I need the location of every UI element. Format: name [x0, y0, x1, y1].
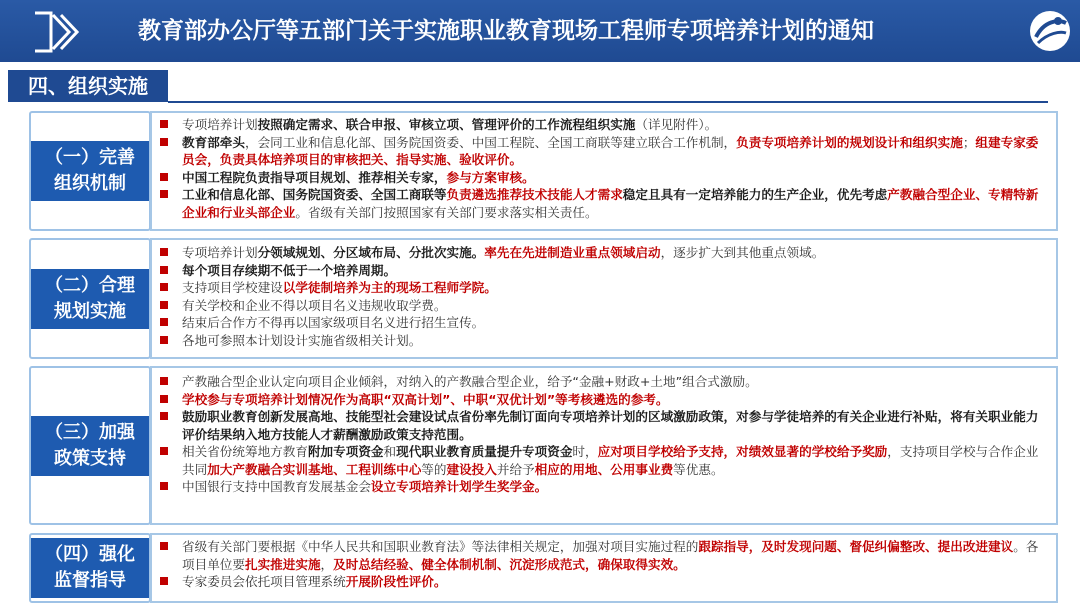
bullet-text-run: 参与方案审核。 [446, 169, 535, 185]
bullet-item [152, 332, 1056, 350]
bullet-text-run: 有关学校和企业不得以项目名义违规收取学费。 [182, 297, 447, 313]
bullet-square-icon [160, 248, 168, 256]
group-label: （四）强化监督指导 [31, 538, 149, 598]
bullet-text-run: 跟踪指导，及时发现问题、督促纠偏整改、提出改进建议 [698, 539, 1014, 554]
bullet-square-icon [160, 377, 168, 385]
bullet-square-icon [160, 190, 168, 198]
label-organization [29, 111, 151, 231]
label-supervision [29, 533, 151, 603]
bullet-text-run: 产教融合型企业、专精特新企业和行业头部企业 [182, 187, 1039, 220]
bullet-text-run: 每个项目存续期不低于一个培养周期。 [182, 262, 397, 278]
bullet-text-run: 相关省份统筹地方教育 [182, 444, 308, 459]
bullet-text-run: 稳定且具有一定培养能力的生产企业，优先考虑 [622, 187, 888, 202]
bullet-text-run: 等的 [421, 461, 447, 477]
bullet-text-run: （详见附件）。 [635, 117, 718, 132]
bullet-item [152, 186, 1056, 221]
bullet-item [152, 573, 1056, 591]
bullet-text-run: 鼓励职业教育创新发展高地、技能型社会建设试点省份率先制订面向专项培养计划的区域激励政策，对参与学徒培养的有关企业进行补贴，将有关职业能力评价结果纳入地方技能人才薪酬激励政策支持范围。 [182, 409, 1039, 442]
content-supervision [150, 533, 1058, 603]
bullet-item [152, 262, 1056, 280]
bullet-text-run: 教育部牵头 [182, 134, 245, 150]
bullet-square-icon [160, 266, 168, 274]
divider [168, 101, 1048, 103]
group-label: （一）完善组织机制 [31, 141, 149, 201]
bullet-text-run: 结束后合作方不得再以国家级项目名义进行招生宣传。 [182, 315, 485, 330]
bullet-text-run: 并给予 [496, 461, 535, 477]
bullet-item [152, 169, 1056, 187]
bullet-text-run: 应对项目学校给予支持，对绩效显著的学校给予奖励 [597, 444, 888, 459]
bullet-square-icon [160, 447, 168, 455]
bullet-text-run: ， [320, 556, 334, 572]
bullet-text-run: 支持项目学校建设 [182, 280, 283, 295]
content-planning [150, 238, 1058, 359]
bullet-item [152, 134, 1056, 169]
bullet-text-run: 扎实推进实施 [244, 556, 321, 572]
bullet-text-run: 和 [383, 444, 397, 459]
content-organization [150, 111, 1058, 231]
bullet-text-run: 中国工程院负责指导项目规划、推荐相关专家， [182, 169, 447, 185]
bullet-item [152, 116, 1056, 134]
group-label: （三）加强政策支持 [31, 416, 149, 476]
bullet-text-run: 及时总结经验、健全体制机制、沉淀形成范式，确保取得实效。 [333, 556, 686, 572]
bullet-text-run: 专项培养计划 [182, 245, 258, 260]
bullet-text-run: 加大产教融合实训基地、工程训练中心 [207, 461, 422, 477]
bullet-square-icon [160, 542, 168, 550]
bullet-text-run: 设立专项培养计划学生奖学金。 [370, 479, 548, 494]
bullet-text-run: 产教融合型企业认定向项目企业倾斜，对纳入的产教融合型企业，给予“金融+财政+土地”组合式激励。 [182, 374, 758, 389]
bullet-item [152, 244, 1056, 262]
bullet-text-run: 专项培养计划 [182, 117, 258, 132]
bullet-square-icon [160, 301, 168, 309]
bullet-text-run: 现代职业教育质量提升专项资金 [396, 444, 573, 459]
content-policy [150, 366, 1058, 525]
bullet-text-run: 附加专项资金 [307, 444, 384, 459]
bullet-text-run: 以学徒制培养为主的现场工程师学院。 [282, 280, 497, 295]
bullet-text-run: 时， [572, 444, 598, 459]
bullet-text-run: 工业和信息化部、国务院国资委、全国工商联等 [182, 187, 447, 202]
bullet-text-run: 建设投入 [446, 461, 497, 477]
bullet-item [152, 297, 1056, 315]
bullet-text-run: 率先在先进制造业重点领域启动 [484, 245, 661, 260]
bullet-square-icon [160, 283, 168, 291]
label-planning [29, 238, 151, 359]
chevron-right-icon [33, 11, 79, 53]
page-title: 教育部办公厅等五部门关于实施职业教育现场工程师专项培养计划的通知 [138, 18, 874, 44]
bullet-text-run: 相应的用地、公用事业费 [534, 461, 674, 477]
bullet-square-icon [160, 336, 168, 344]
bullet-text-run: 开展阶段性评价。 [345, 574, 447, 589]
bullet-item [152, 391, 1056, 409]
bullet-text-run: ； [962, 134, 976, 150]
bullet-text-run: 专家委员会依托项目管理系统 [182, 574, 346, 589]
bullet-text-run: 。各项目单位要 [182, 539, 1039, 572]
bullet-text-run: ，支持项目学校与合作企业共同 [182, 444, 1039, 477]
bullet-text-run: 负责遴选推荐技术技能人才需求 [446, 187, 623, 202]
section-title: 四、组织实施 [8, 70, 168, 102]
bullet-text-run: ，会同工业和信息化部、国务院国资委、中国工程院、全国工商联等建立联合工作机制， [244, 134, 737, 150]
bullet-text-run: 学校参与专项培养计划情况作为高职“双高计划”、中职“双优计划”等考核遴选的参考。 [182, 391, 669, 407]
bullet-item [152, 279, 1056, 297]
bullet-square-icon [160, 173, 168, 181]
bullet-text-run: 组建专家委员会，负责具体培养项目的审核把关、指导实施、验收评价。 [182, 134, 1039, 167]
bullet-square-icon [160, 577, 168, 585]
bullet-text-run: 。省级有关部门按照国家有关部门要求落实相关责任。 [295, 204, 598, 220]
bullet-text-run: 各地可参照本计划设计实施省级相关计划。 [182, 332, 422, 348]
bullet-text-run: 负责专项培养计划的规划设计和组织实施 [736, 134, 963, 150]
bullet-text-run: ，逐步扩大到其他重点领域。 [660, 245, 825, 260]
globe-logo-icon [1028, 9, 1072, 53]
bullet-square-icon [160, 482, 168, 490]
bullet-text-run: 按照确定需求、联合申报、审核立项、管理评价的工作流程组织实施 [257, 117, 636, 132]
bullet-square-icon [160, 318, 168, 326]
bullet-text-run: 中国银行支持中国教育发展基金会 [182, 479, 371, 494]
bullet-item [152, 408, 1056, 443]
bullet-item [152, 538, 1056, 573]
bullet-text-run: 省级有关部门要根据《中华人民共和国职业教育法》等法律相关规定，加强对项目实施过程的 [182, 539, 699, 554]
bullet-item [152, 314, 1056, 332]
bullet-square-icon [160, 138, 168, 146]
bullet-text-run: 分领域规划、分区域布局、分批次实施。 [257, 245, 485, 260]
bullet-square-icon [160, 412, 168, 420]
bullet-item [152, 478, 1056, 496]
bullet-square-icon [160, 395, 168, 403]
header-bar [0, 0, 1080, 62]
bullet-item [152, 443, 1056, 478]
bullet-square-icon [160, 120, 168, 128]
label-policy [29, 366, 151, 525]
group-label: （二）合理规划实施 [31, 269, 149, 329]
bullet-item [152, 373, 1056, 391]
bullet-text-run: 等优惠。 [673, 461, 724, 477]
